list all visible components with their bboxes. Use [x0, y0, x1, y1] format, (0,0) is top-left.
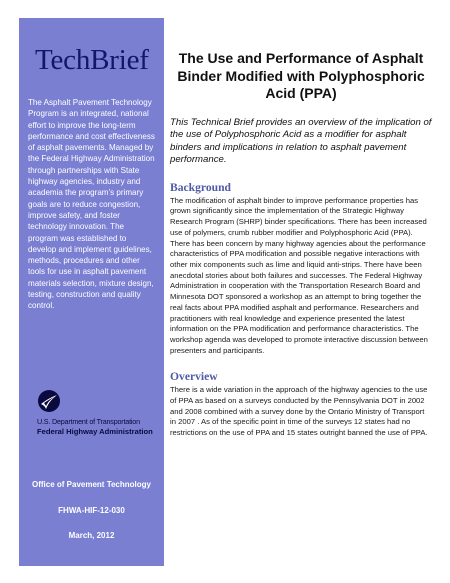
- main-content: [170, 50, 432, 439]
- sidebar-panel: [19, 18, 164, 566]
- intro-paragraph: This Technical Brief provides an overview of the implication of the use of Polyphosphoric Acid as a modifier for asphalt binders and implications in relation to asphalt pavement performance.: [170, 116, 432, 166]
- background-body: The modification of asphalt binder to improve performance properties has grown significantly since the implementation of the Strategic Highway Research Program (SHRP) binder specifications. There has been increased use of polymers, crumb rubber modifier and Polyphosphoric Acid (PPA). There has been concern by many highway agencies about the performance characteristics of PPA modification and possible negative interactions with other mix components such as lime and liquid anti-strips. There have been anecdotal stories about both failures and successes. The Federal Highway Administration in cooperation with the Transportation Research Board and Minnesota DOT sponsored a workshop as an attempt to bring together the real facts about PPA modified asphalt and performance. Researchers and practitioners with real knowledge and experience presented the latest information on the PPA modification and performance characteristics. The workshop agenda was developed to promote interactive discussion between presenters and participants.: [170, 195, 428, 355]
- dot-logo-icon: [37, 389, 61, 413]
- overview-body: There is a wide variation in the approach of the highway agencies to the use of PPA as based on a surveys conducted by the Pennsylvania DOT in 2002 and 2008 combined with a survey done by the Ontario Ministry of Transport in 2007 . As of the specific point in time of the surveys 12 states had no restrictions on the use of PPA and 15 states outright banned the use of PPA.: [170, 385, 428, 438]
- program-description: The Asphalt Pavement Technology Program is an integrated, national effort to improve the long-term performance and cost effectiveness of asphalt pavements. Managed by the Federal Highway Administration through partnerships with State highway agencies, industry and academia the program’s primary goals are to reduce congestion, improve safety, and foster technology innovation. The program was established to develop and implement guidelines, methods, procedures and other tools for use in asphalt pavement materials selection, mixture design, testing, construction and quality control.: [28, 98, 155, 311]
- office-name: Office of Pavement Technology: [32, 480, 151, 489]
- background-heading: Background: [170, 180, 231, 194]
- dot-department-name: U.S. Department of Transportation: [37, 417, 140, 426]
- techbrief-logo: TechBrief: [35, 44, 149, 76]
- document-title: The Use and Performance of Asphalt Binder Modified with Polyphosphoric Acid (PPA): [177, 50, 425, 102]
- publication-date: March, 2012: [68, 531, 115, 540]
- dot-agency-name: Federal Highway Administration: [37, 427, 153, 436]
- publication-number: FHWA-HIF-12-030: [58, 506, 125, 515]
- overview-heading: Overview: [170, 370, 218, 384]
